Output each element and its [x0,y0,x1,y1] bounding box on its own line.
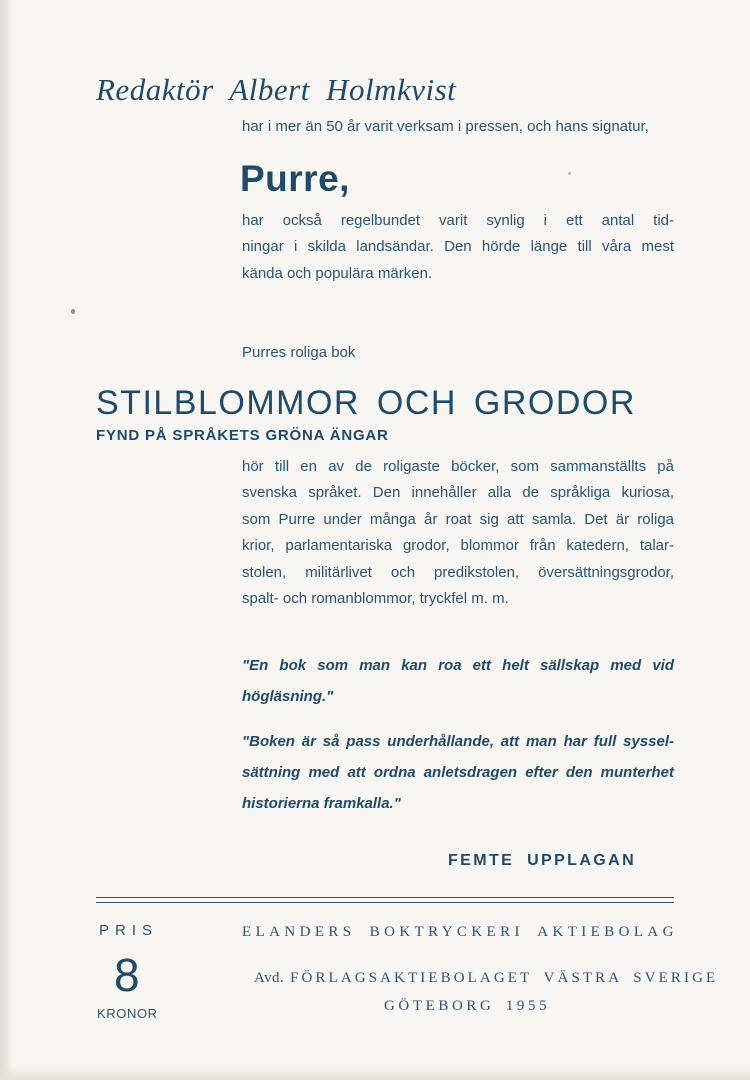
book-title: STILBLOMMOR OCH GRODOR [96,384,636,422]
book-description-line: stolen, militärlivet och predikstolen, översättningsgrodor, [242,563,674,581]
price-label: PRIS [99,922,159,939]
divider-rule [96,902,674,903]
book-description [242,454,674,612]
intro-paragraph: har i mer än 50 år varit verksam i pressen, och hans signatur, [242,118,649,135]
division-name: FÖRLAGSAKTIEBOLAGET VÄSTRA SVERIGE [290,970,719,986]
signature-paragraph [242,208,674,287]
publisher-division [254,970,718,987]
editor-heading: Redaktör Albert Holmkvist [96,72,457,107]
quote-line: historierna framkalla." [242,795,401,812]
edition-label: FEMTE UPPLAGAN [448,852,637,869]
review-quote-2 [242,726,674,819]
book-description-line: krior, parlamentariska grodor, blommor från katedern, talar- [242,537,674,555]
price-value: 8 [114,949,140,1001]
book-intro: Purres roliga bok [242,344,356,361]
printer-name: ELANDERS BOKTRYCKERI AKTIEBOLAG [242,924,678,940]
division-prefix: Avd. [254,970,285,986]
paper-bottom-shadow [0,1066,750,1080]
book-description-line: svenska språket. Den innehåller alla de språkliga kuriosa, [242,484,674,502]
signature-heading: Purre, [240,158,350,199]
signature-paragraph-line: har också regelbundet varit synlig i ett antal tid- [242,212,674,229]
city-year: GÖTEBORG 1955 [384,998,551,1014]
divider-rule [96,897,674,898]
signature-paragraph-line: ningar i skilda landsändar. Den hörde länge till våra mest [242,238,674,256]
signature-paragraph-line: kända och populära märken. [242,264,433,282]
review-quote-1 [242,650,674,712]
paper-speck [568,172,571,175]
book-description-line: som Purre under många år roat sig att samla. Det är roliga [242,510,674,528]
paper-edge-shadow [0,0,14,1080]
quote-line: "Boken är så pass underhållande, att man har full syssel- [242,733,674,750]
quote-line: högläsning." [242,688,334,705]
book-description-line: hör till en av de roligaste böcker, som sammanställts på [242,458,674,475]
price-unit: KRONOR [97,1006,158,1021]
quote-line: "En bok som man kan roa ett helt sällskap med vid [242,657,674,674]
paper-speck [71,309,75,314]
quote-line: sättning med att ordna anletsdragen efter den munterhet [242,764,674,781]
book-description-line: spalt- och romanblommor, tryckfel m. m. [242,590,509,608]
book-subtitle: FYND PÅ SPRÅKETS GRÖNA ÄNGAR [96,427,389,444]
